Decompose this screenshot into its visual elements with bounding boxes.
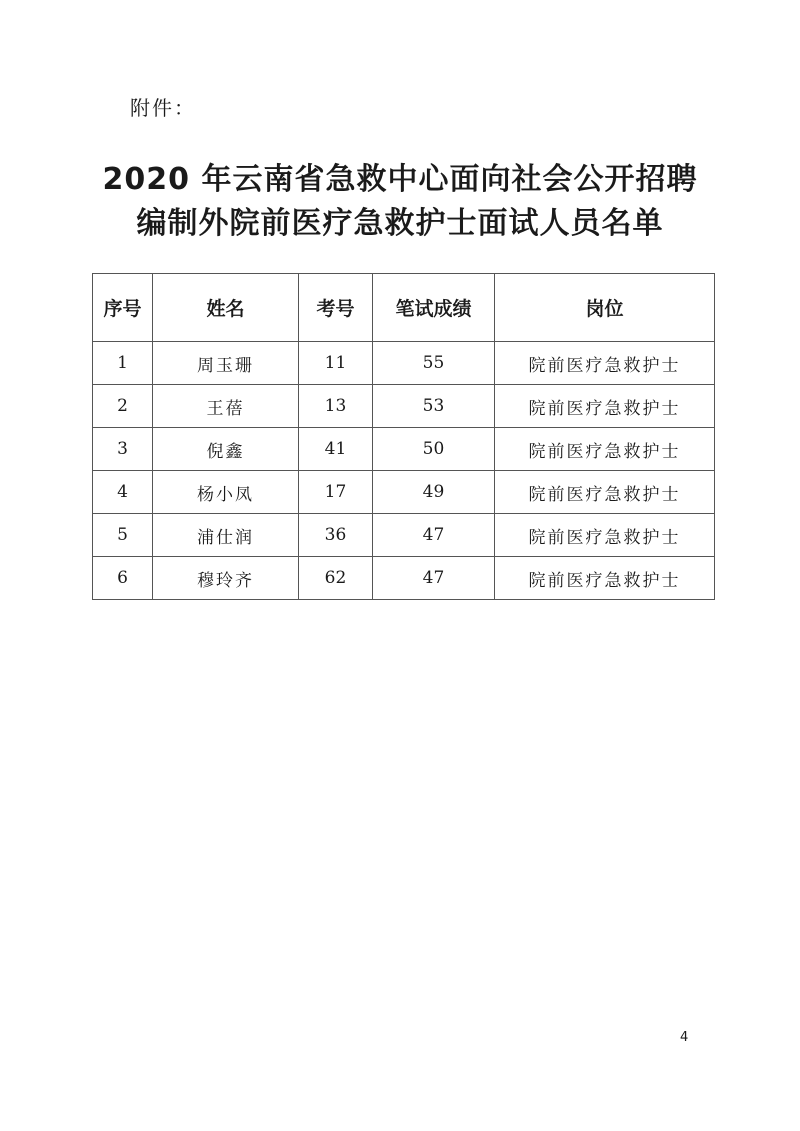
cell-name: 杨小凤	[153, 471, 299, 514]
cell-score: 55	[373, 342, 495, 385]
page-number: 4	[680, 1030, 689, 1045]
document-title	[0, 158, 800, 246]
attachment-label: 附件：	[130, 96, 196, 120]
header-exam-no: 考号	[299, 274, 373, 342]
cell-score: 53	[373, 385, 495, 428]
table-row	[93, 557, 715, 600]
cell-post: 院前医疗急救护士	[495, 557, 715, 600]
cell-name: 王蓓	[153, 385, 299, 428]
cell-post: 院前医疗急救护士	[495, 514, 715, 557]
cell-seq: 1	[93, 342, 153, 385]
cell-seq: 2	[93, 385, 153, 428]
cell-post: 院前医疗急救护士	[495, 471, 715, 514]
cell-exam-no: 41	[299, 428, 373, 471]
table-row	[93, 514, 715, 557]
cell-score: 50	[373, 428, 495, 471]
cell-exam-no: 62	[299, 557, 373, 600]
cell-seq: 3	[93, 428, 153, 471]
header-name: 姓名	[153, 274, 299, 342]
cell-name: 穆玲齐	[153, 557, 299, 600]
cell-name: 浦仕润	[153, 514, 299, 557]
table-row	[93, 428, 715, 471]
cell-seq: 4	[93, 471, 153, 514]
cell-seq: 5	[93, 514, 153, 557]
title-line-1: 2020 年云南省急救中心面向社会公开招聘	[102, 162, 698, 197]
cell-score: 47	[373, 514, 495, 557]
cell-exam-no: 13	[299, 385, 373, 428]
cell-post: 院前医疗急救护士	[495, 342, 715, 385]
table-row	[93, 342, 715, 385]
table-row	[93, 471, 715, 514]
cell-exam-no: 11	[299, 342, 373, 385]
header-seq: 序号	[93, 274, 153, 342]
cell-exam-no: 36	[299, 514, 373, 557]
cell-post: 院前医疗急救护士	[495, 428, 715, 471]
table-row	[93, 385, 715, 428]
table-header-row	[93, 274, 715, 342]
cell-score: 47	[373, 557, 495, 600]
cell-post: 院前医疗急救护士	[495, 385, 715, 428]
cell-name: 周玉珊	[153, 342, 299, 385]
title-line-2: 编制外院前医疗急救护士面试人员名单	[136, 206, 664, 241]
cell-seq: 6	[93, 557, 153, 600]
header-score: 笔试成绩	[373, 274, 495, 342]
cell-exam-no: 17	[299, 471, 373, 514]
cell-name: 倪鑫	[153, 428, 299, 471]
interview-roster-table	[92, 273, 715, 600]
header-post: 岗位	[495, 274, 715, 342]
cell-score: 49	[373, 471, 495, 514]
